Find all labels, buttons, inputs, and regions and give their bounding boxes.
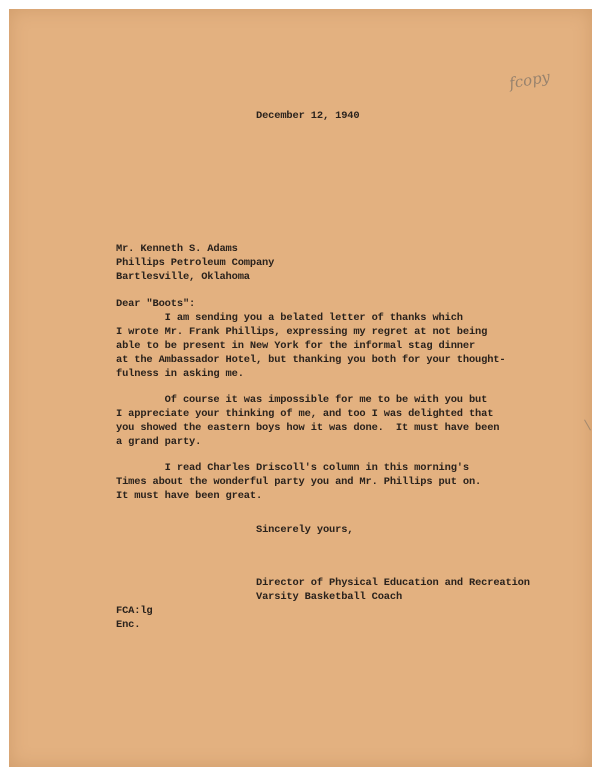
paragraph-line: I read Charles Driscoll's column in this morning's [116,462,469,474]
signature-title-line: Director of Physical Education and Recreation [256,577,530,589]
typist-initials: FCA:lg [116,605,153,617]
paragraph-line: I am sending you a belated letter of thanks which [116,312,463,324]
pencil-tick-mark [584,420,591,431]
salutation: Dear "Boots": [116,298,196,310]
paragraph-line: at the Ambassador Hotel, but thanking you both for your thought- [116,354,506,366]
handwritten-copy-note: fcopy [507,67,552,93]
paragraph-line: It must have been great. [116,490,263,502]
paragraph-line: you showed the eastern boys how it was done. It must have been [116,422,500,434]
paragraph-line: Times about the wonderful party you and Mr. Phillips put on. [116,476,482,488]
paragraph-line: Of course it was impossible for me to be with you but [116,394,488,406]
recipient-city: Bartlesville, Oklahoma [116,271,250,283]
paragraph-line: I appreciate your thinking of me, and too I was delighted that [116,408,494,420]
paragraph-line: a grand party. [116,436,202,448]
closing: Sincerely yours, [256,524,354,536]
recipient-name: Mr. Kenneth S. Adams [116,243,238,255]
recipient-company: Phillips Petroleum Company [116,257,275,269]
enclosure-note: Enc. [116,619,141,631]
paragraph-line: able to be present in New York for the informal stag dinner [116,340,476,352]
letter-date: December 12, 1940 [256,110,360,122]
paragraph-line: fulness in asking me. [116,368,244,380]
signature-title-line: Varsity Basketball Coach [256,591,403,603]
letter-page [9,9,592,767]
paragraph-line: I wrote Mr. Frank Phillips, expressing my regret at not being [116,326,488,338]
